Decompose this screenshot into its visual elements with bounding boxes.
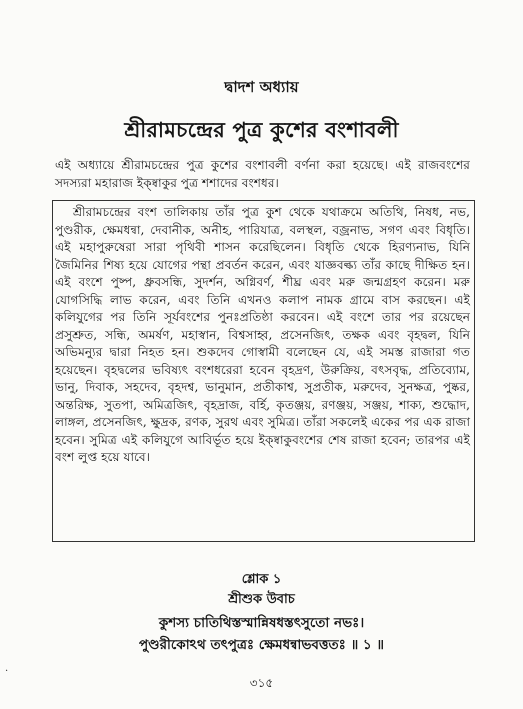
chapter-intro: এই অধ্যায়ে শ্রীরামচন্দ্রের পুত্র কুশের বংশাবলী বর্ণনা করা হয়েছে। এই রাজবংশের সদস্যরা মহারাজ ইক্ষ্বাকুর পুত্র শশাদের বংশধর। xyxy=(55,158,470,190)
page-number: ৩১৫ xyxy=(249,676,274,690)
chapter-title: শ্রীরামচন্দ্রের পুত্র কুশের বংশাবলী xyxy=(124,117,399,142)
verse-line-1: কুশস্য চাতিথিস্তস্মান্নিষধস্তৎসুতো নভঃ। xyxy=(158,615,365,631)
verse-label: শ্লোক ১ xyxy=(241,572,282,587)
chapter-summary xyxy=(55,204,470,467)
verse-speaker: শ্রীশুক উবাচ xyxy=(228,592,295,607)
margin-mark: . xyxy=(5,663,9,674)
chapter-label: দ্বাদশ অধ্যায় xyxy=(224,78,299,96)
summary-paragraph: শ্রীরামচন্দ্রের বংশ তালিকায় তাঁর পুত্র কুশ থেকে যথাক্রমে অতিথি, নিষধ, নভ, পুণ্ডরীক, ক্ষেমধন্বা, দেবানীক, অনীহ, পারিযাত্র, বলস্থল, বজ্রনাভ, সগণ এবং বিধৃতি। এই মহাপুরুষেরা সারা পৃথিবী শাসন করেছিলেন। বিধৃতি থেকে হিরণ্যনাভ, যিনি জৈমিনির শিষ্য হয়ে যোগের পন্থা প্রবর্তন করেন, এবং যাজ্ঞবল্ক্য তাঁর কাছে দীক্ষিত হন। এই বংশে পুষ্প, ধ্রুবসন্ধি, সুদর্শন, অগ্নিবর্ণ, শীঘ্র এবং মরু জন্মগ্রহণ করেন। মরু যোগসিদ্ধি লাভ করেন, এবং তিনি এখনও কলাপ নামক গ্রামে বাস করছেন। এই কলিযুগের পর তিনি সূর্যবংশের পুনঃপ্রতিষ্ঠা করবেন। এই বংশে তার পর রয়েছেন প্রসুশ্রুত, সন্ধি, অমর্ষণ, মহাস্বান, বিশ্বসাহ্ব, প্রসেনজিৎ, তক্ষক এবং বৃহদ্বল, যিনি অভিমন্যুর দ্বারা নিহত হন। শুকদেব গোস্বামী বলেছেন যে, এই সমস্ত রাজারা গত হয়েছেন। বৃহদ্বলের ভবিষ্যৎ বংশধরেরা হবেন বৃহদ্রণ, উরুক্রিয়, বৎসবৃদ্ধ, প্রতিব্যোম, ভানু, দিবাক, সহদেব, বৃহদশ্ব, ভানুমান, প্রতীকাশ্ব, সুপ্রতীক, মরুদেব, সুনক্ষত্র, পুষ্কর, অন্তরিক্ষ, সুতপা, অমিত্রজিৎ, বৃহদ্রাজ, বর্হি, কৃতঞ্জয়, রণঞ্জয়, সঞ্জয়, শাক্য, শুদ্ধোদ, লাঙ্গল, প্রসেনজিৎ, ক্ষুদ্রক, রণক, সুরথ এবং সুমিত্র। তাঁরা সকলেই একের পর এক রাজা হবেন। সুমিত্র এই কলিযুগে আবির্ভূত হয়ে ইক্ষ্বাকুবংশের শেষ রাজা হবেন; তারপর এই বংশ লুপ্ত হয়ে যাবে। xyxy=(55,205,470,464)
verse-line-2: পুণ্ডরীকোঽথ তৎপুত্রঃ ক্ষেমধন্বাভবত্ততঃ ॥ ১ ॥ xyxy=(138,637,385,653)
